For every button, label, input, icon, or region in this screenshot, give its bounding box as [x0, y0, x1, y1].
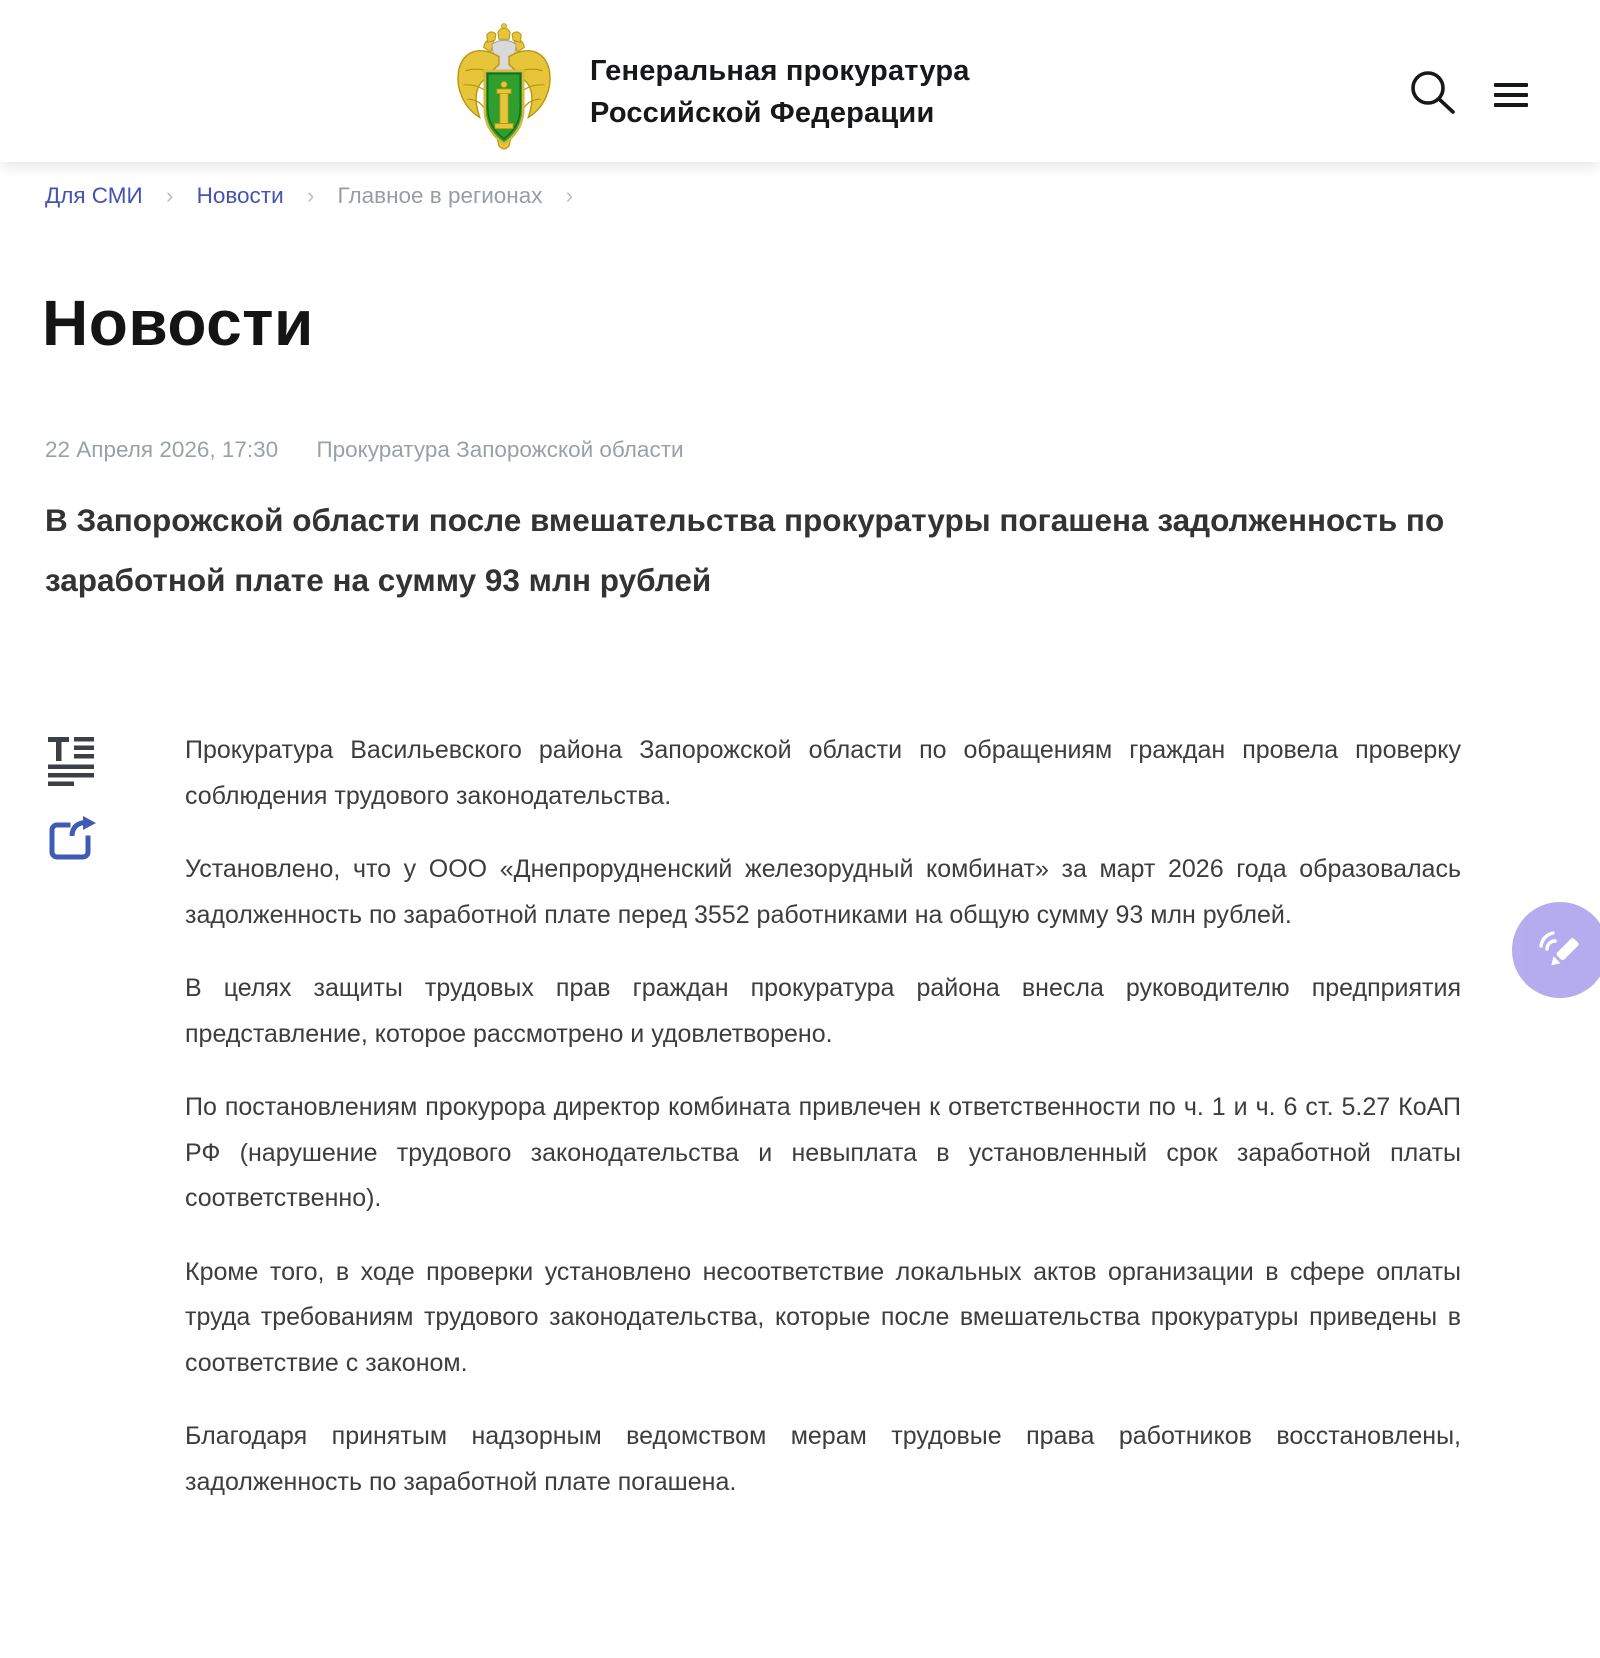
search-icon [1406, 66, 1458, 118]
article-tools [48, 737, 108, 891]
article-paragraph: По постановлениям прокурора директор комбината привлечен к ответственности по ч. 1 и ч. 6 ст. 5.27 КоАП РФ (нарушение трудового законодательства и невыплата в установленный срок заработной платы соответственно). [185, 1093, 1461, 1212]
article-headline: В Запорожской области после вмешательства прокуратуры погашена задолженность по заработной плате на сумму 93 млн рублей [45, 502, 1445, 598]
search-button[interactable] [1406, 66, 1458, 118]
menu-button[interactable] [1494, 80, 1530, 110]
breadcrumb [45, 183, 590, 209]
article-paragraph: Установлено, что у ООО «Днепрорудненский железорудный комбинат» за март 2026 года образовалась задолженность по заработной плате перед 3552 работниками на общую сумму 93 млн рублей. [185, 855, 1461, 929]
breadcrumb-separator: › [165, 183, 174, 208]
text-size-button[interactable] [48, 737, 96, 790]
share-button[interactable] [48, 816, 98, 865]
coat-of-arms-logo [452, 22, 556, 156]
breadcrumb-item-for-media[interactable]: Для СМИ [45, 183, 143, 208]
breadcrumb-item-news[interactable]: Новости [196, 183, 284, 208]
article-meta [45, 437, 684, 463]
hamburger-icon [1494, 83, 1528, 88]
article-paragraph: В целях защиты трудовых прав граждан прокуратура района внесла руководителю предприятия представление, которое рассмотрено и удовлетворено. [185, 974, 1461, 1048]
breadcrumb-item-regions: Главное в регионах [337, 183, 543, 208]
org-title-line1: Генеральная прокуратура [590, 55, 970, 87]
site-header [0, 0, 1600, 162]
org-title-line2: Российской Федерации [590, 97, 935, 129]
page-title: Новости [42, 287, 314, 359]
article-date: 22 Апреля 2026, 17:30 [45, 437, 279, 462]
text-size-icon [48, 737, 96, 787]
pencil-icon [1533, 923, 1587, 977]
floating-edit-button[interactable] [1512, 902, 1600, 998]
org-title [590, 50, 970, 134]
article-paragraph: Прокуратура Васильевского района Запорожской области по обращениям граждан провела проверку соблюдения трудового законодательства. [185, 736, 1461, 810]
breadcrumb-separator: › [565, 183, 574, 208]
breadcrumb-separator: › [306, 183, 315, 208]
article-paragraph: Благодаря принятым надзорным ведомством мерам трудовые права работников восстановлены, задолженность по заработной плате погашена. [185, 1422, 1461, 1496]
share-icon [48, 816, 98, 862]
article-paragraph: Кроме того, в ходе проверки установлено несоответствие локальных актов организации в сфере оплаты труда требованиям трудового законодательства, которые после вмешательства прокуратуры приведены в соответствие с законом. [185, 1257, 1461, 1377]
article-body [185, 728, 1461, 1533]
coat-of-arms-icon [452, 22, 556, 156]
article-source: Прокуратура Запорожской области [316, 437, 684, 462]
